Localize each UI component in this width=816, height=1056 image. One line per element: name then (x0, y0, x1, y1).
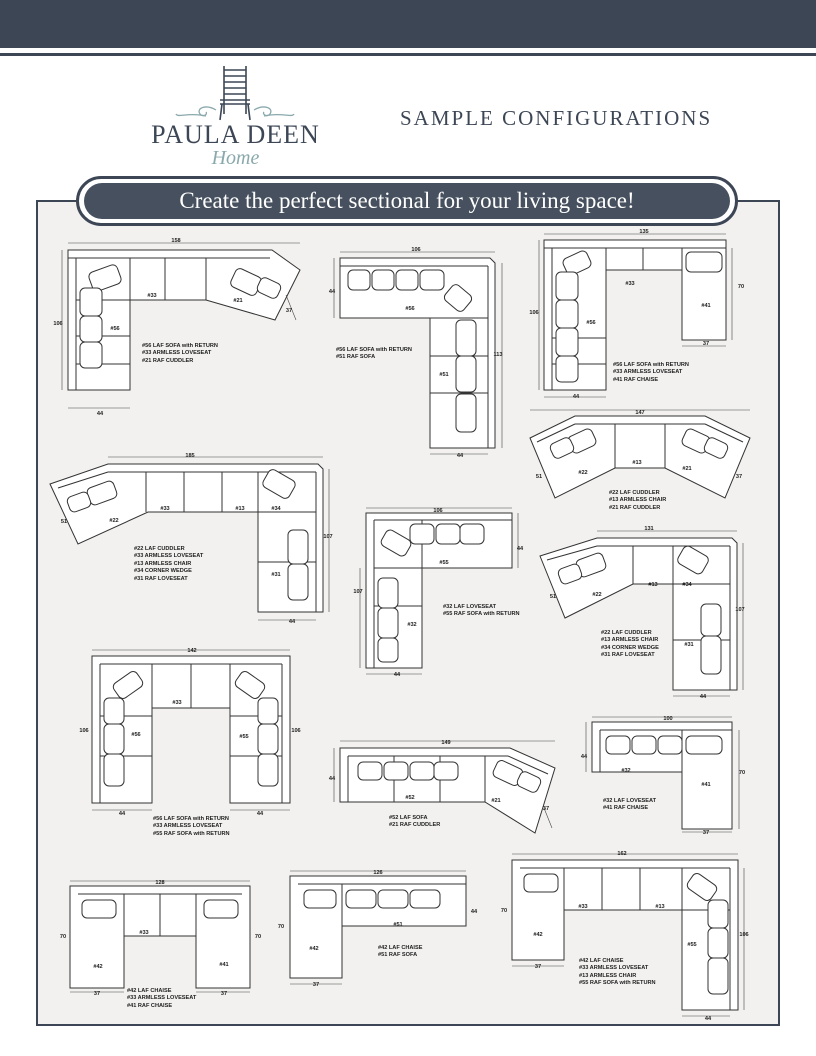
dim-label: 37 (702, 341, 710, 347)
config-c7-caption: #22 LAF CUDDLER #13 ARMLESS CHAIR #34 CORNER WEDGE #31 RAF LOVESEAT (601, 630, 659, 659)
config-c9-caption: #52 LAF SOFA #21 RAF CUDDLER (389, 815, 441, 829)
dim-label: 44 (256, 811, 264, 817)
dim-label: 100 (663, 716, 673, 722)
dim-label: 44 (456, 453, 464, 459)
dim-label: 70 (277, 924, 285, 930)
dim-label: 106 (411, 247, 421, 253)
dim-label: 51 (535, 474, 543, 480)
config-c8-caption: #56 LAF SOFA with RETURN #33 ARMLESS LOVESEAT #55 RAF SOFA with RETURN (153, 816, 230, 837)
piece-label: #34 (271, 506, 281, 512)
dim-label: 107 (323, 534, 333, 540)
piece-label: #34 (682, 582, 692, 588)
config-c4-caption: #22 LAF CUDDLER #13 ARMLESS CHAIR #21 RAF CUDDLER (609, 490, 667, 511)
dim-label: 107 (353, 589, 363, 595)
dim-label: 37 (285, 308, 293, 314)
dim-label: 106 (739, 932, 749, 938)
dim-label: 131 (644, 526, 654, 532)
piece-label: #21 (682, 466, 692, 472)
brand-sub: Home (211, 147, 260, 169)
piece-label: #41 (701, 303, 711, 309)
config-c12-diagram (278, 868, 478, 990)
config-c2-caption: #56 LAF SOFA with RETURN #51 RAF SOFA (336, 347, 412, 361)
piece-label: #33 (160, 506, 170, 512)
dim-label: 44 (118, 811, 126, 817)
piece-label: #13 (648, 582, 658, 588)
piece-label: #33 (139, 930, 149, 936)
dim-label: 70 (500, 908, 508, 914)
dim-label: 44 (704, 1016, 712, 1022)
piece-label: #13 (235, 506, 245, 512)
dim-label: 70 (738, 770, 746, 776)
top-header-bar (0, 0, 816, 48)
piece-label: #56 (110, 326, 120, 332)
dim-label: 44 (516, 546, 524, 552)
piece-label: #31 (271, 572, 281, 578)
chair-logo-icon (148, 62, 323, 122)
config-c13-diagram (500, 850, 750, 1022)
piece-label: #13 (655, 904, 665, 910)
dim-label: 106 (291, 728, 301, 734)
piece-label: #41 (219, 962, 229, 968)
dim-label: 44 (470, 909, 478, 915)
piece-label: #32 (621, 768, 631, 774)
dim-label: 106 (79, 728, 89, 734)
dim-label: 149 (441, 740, 451, 746)
config-c11-caption: #42 LAF CHAISE #33 ARMLESS LOVESEAT #41 RAF CHAISE (127, 988, 197, 1009)
dim-label: 142 (187, 648, 197, 654)
piece-label: #32 (407, 622, 417, 628)
dim-label: 44 (328, 776, 336, 782)
piece-label: #52 (405, 795, 415, 801)
piece-label: #21 (491, 798, 501, 804)
piece-label: #56 (405, 306, 415, 312)
dim-label: 44 (328, 289, 336, 295)
piece-label: #42 (93, 964, 103, 970)
dim-label: 37 (735, 474, 743, 480)
config-c11-diagram (60, 878, 265, 1003)
config-c6-diagram (352, 508, 522, 678)
piece-label: #56 (586, 320, 596, 326)
tagline-text: Create the perfect sectional for your living space! (84, 183, 730, 219)
piece-label: #33 (625, 281, 635, 287)
piece-label: #13 (632, 460, 642, 466)
config-c3-caption: #56 LAF SOFA with RETURN #33 ARMLESS LOVESEAT #41 RAF CHAISE (613, 362, 689, 383)
piece-label: #51 (393, 922, 403, 928)
dim-label: 70 (59, 934, 67, 940)
config-c1-caption: #56 LAF SOFA with RETURN #33 ARMLESS LOVESEAT #21 RAF CUDDLER (142, 343, 218, 364)
config-c1-diagram (53, 238, 305, 417)
dim-label: 162 (617, 851, 627, 857)
dim-label: 37 (534, 964, 542, 970)
brand-name: PAULA DEEN (151, 120, 320, 149)
config-c12-caption: #42 LAF CHAISE #51 RAF SOFA (378, 945, 423, 959)
dim-label: 37 (542, 806, 550, 812)
piece-label: #55 (687, 942, 697, 948)
dim-label: 107 (735, 607, 745, 613)
header-rule (0, 53, 816, 56)
config-c9-diagram (330, 738, 560, 843)
config-c5-diagram (48, 452, 333, 627)
dim-label: 44 (393, 672, 401, 678)
dim-label: 37 (220, 991, 228, 997)
dim-label: 44 (699, 694, 707, 700)
dim-label: 44 (580, 754, 588, 760)
dim-label: 126 (373, 870, 383, 876)
config-c7-diagram (537, 528, 747, 700)
dim-label: 70 (737, 284, 745, 290)
config-c10-diagram (582, 714, 747, 836)
piece-label: #41 (701, 782, 711, 788)
dim-label: 106 (529, 310, 539, 316)
piece-label: #55 (239, 734, 249, 740)
page-title: SAMPLE CONFIGURATIONS (400, 106, 713, 130)
piece-label: #51 (439, 372, 449, 378)
piece-label: 44 (572, 394, 580, 400)
dim-label: 106 (53, 321, 63, 327)
dim-label: 185 (185, 453, 195, 459)
config-c6-caption: #32 LAF LOVESEAT #55 RAF SOFA with RETURN (443, 604, 520, 618)
piece-label: #33 (172, 700, 182, 706)
piece-label: #22 (109, 518, 119, 524)
piece-label: #56 (131, 732, 141, 738)
config-c13-caption: #42 LAF CHAISE #33 ARMLESS LOVESEAT #13 ARMLESS CHAIR #55 RAF SOFA with RETURN (579, 958, 656, 987)
dim-label: 113 (493, 352, 503, 358)
dim-label: 135 (639, 229, 649, 235)
piece-label: #55 (439, 560, 449, 566)
config-c8-diagram (80, 648, 305, 818)
dim-label: 44 (288, 619, 296, 625)
dim-label: 70 (254, 934, 262, 940)
dim-label: 158 (171, 238, 181, 244)
dim-label: 106 (433, 508, 443, 514)
dim-label: 147 (635, 410, 645, 416)
piece-label: #31 (684, 642, 694, 648)
piece-label: #42 (533, 932, 543, 938)
tagline-banner (76, 176, 738, 226)
dim-label: 44 (96, 411, 104, 417)
dim-label: 51 (549, 594, 557, 600)
piece-label: #22 (578, 470, 588, 476)
config-c5-caption: #22 LAF CUDDLER #33 ARMLESS LOVESEAT #13 ARMLESS CHAIR #34 CORNER WEDGE #31 RAF LOVESEAT (134, 546, 204, 582)
piece-label: #21 (233, 298, 243, 304)
dim-label: 37 (312, 982, 320, 988)
piece-label: #33 (578, 904, 588, 910)
dim-label: 51 (60, 519, 68, 525)
piece-label: #33 (147, 293, 157, 299)
dim-label: 128 (155, 880, 165, 886)
piece-label: #22 (592, 592, 602, 598)
piece-label: #42 (309, 946, 319, 952)
dim-label: 37 (702, 830, 710, 836)
dim-label: 37 (93, 991, 101, 997)
brand-logo (148, 62, 323, 174)
config-c10-caption: #32 LAF LOVESEAT #41 RAF CHAISE (603, 798, 657, 812)
